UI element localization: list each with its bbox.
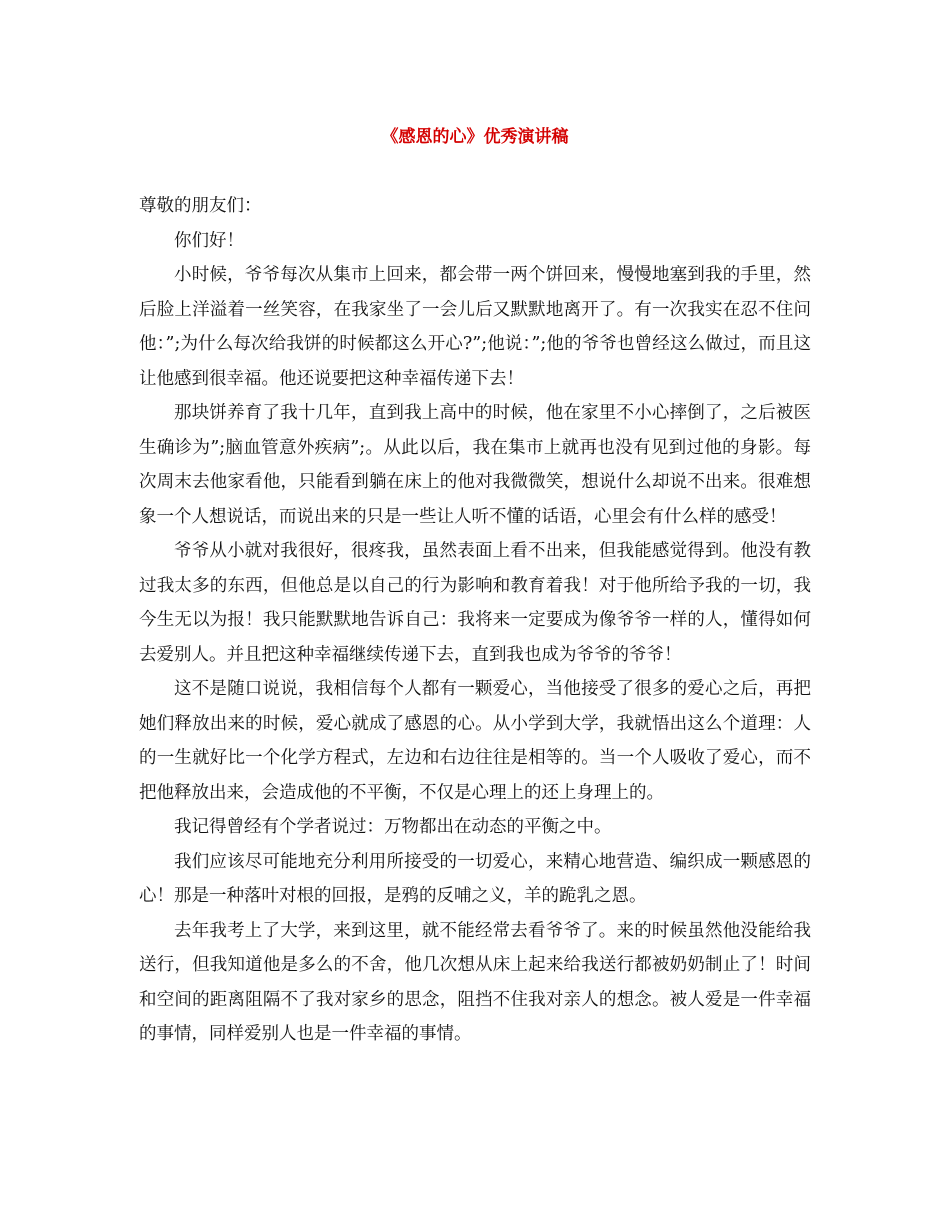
paragraph: 我们应该尽可能地充分利用所接受的一切爱心，来精心地营造、编织成一颗感恩的心！那是一种落叶对根的回报，是鸦的反哺之义，羊的跪乳之恩。: [139, 851, 811, 906]
paragraph: 我记得曾经有个学者说过：万物都出在动态的平衡之中。: [174, 817, 612, 837]
paragraph: 那块饼养育了我十几年，直到我上高中的时候，他在家里不小心摔倒了，之后被医生确诊为”;脑血管意外疾病”;。从此以后，我在集市上就再也没有见到过他的身影。每次周末去他家看他，只能看到躺在床上的他对我微微笑，想说什么却说不出来。很难想象一个人想说话，而说出来的只是一些让人听不懂的话语，心里会有什么样的感受！: [139, 403, 811, 527]
document-title: 《感恩的心》优秀演讲稿: [381, 127, 569, 147]
paragraph: 爷爷从小就对我很好，很疼我，虽然表面上看不出来，但我能感觉得到。他没有教过我太多的东西，但他总是以自己的行为影响和教育着我！对于他所给予我的一切，我今生无以为报！我只能默默地告诉自己：我将来一定要成为像爷爷一样的人，懂得如何去爱别人。并且把这种幸福继续传递下去，直到我也成为爷爷的爷爷！: [139, 541, 811, 665]
document-body: [139, 189, 811, 1052]
paragraph-greeting: 你们好！: [174, 230, 244, 251]
paragraph: 去年我考上了大学，来到这里，就不能经常去看爷爷了。来的时候虽然他没能给我送行，但我知道他是多么的不舍，他几次想从床上起来给我送行都被奶奶制止了！时间和空间的距离阻隔不了我对家乡的思念，阻挡不住我对亲人的想念。被人爱是一件幸福的事情，同样爱别人也是一件幸福的事情。: [139, 920, 811, 1044]
paragraph: 小时候，爷爷每次从集市上回来，都会带一两个饼回来，慢慢地塞到我的手里，然后脸上洋溢着一丝笑容，在我家坐了一会儿后又默默地离开了。有一次我实在忍不住问他：”;为什么每次给我饼的时候都这么开心?”;他说：”;他的爷爷也曾经这么做过，而且这让他感到很幸福。他还说要把这种幸福传递下去！: [139, 265, 811, 389]
paragraph: 这不是随口说说，我相信每个人都有一颗爱心，当他接受了很多的爱心之后，再把她们释放出来的时候，爱心就成了感恩的心。从小学到大学，我就悟出这么个道理：人的一生就好比一个化学方程式，左边和右边往往是相等的。当一个人吸收了爱心，而不把他释放出来，会造成他的不平衡，不仅是心理上的还上身理上的。: [139, 679, 811, 803]
salutation: 尊敬的朋友们：: [139, 196, 262, 216]
